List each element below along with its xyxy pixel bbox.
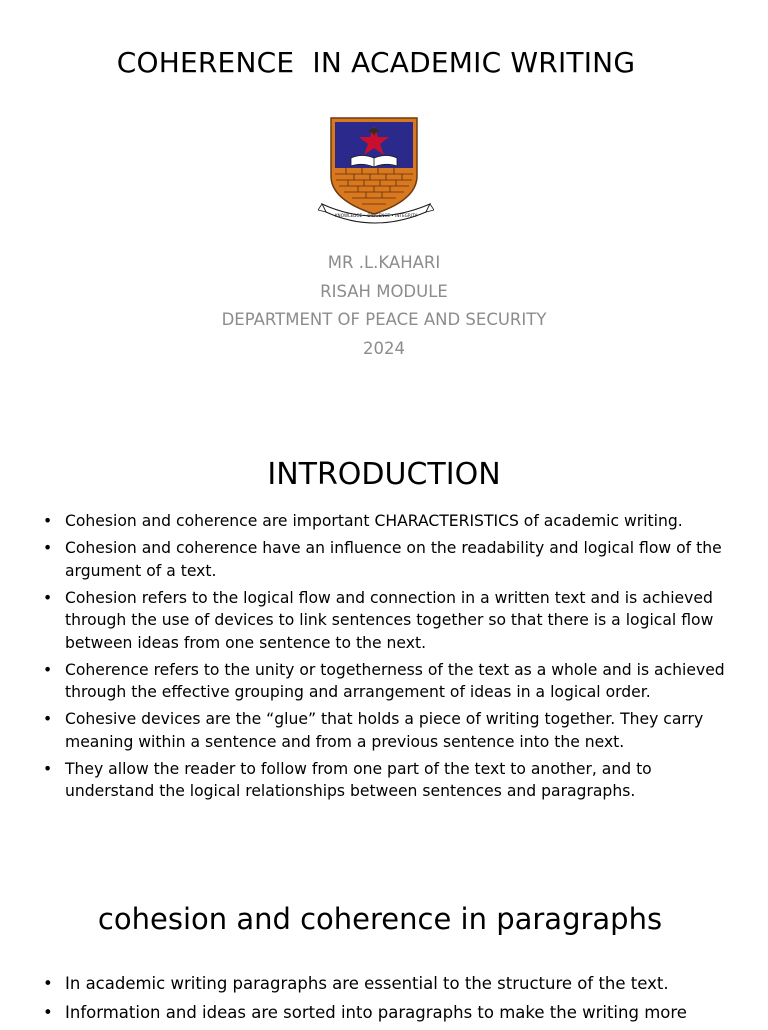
- bullet-icon: •: [43, 539, 53, 557]
- bullet-text: Cohesion refers to the logical flow and connection in a written text and is achieved through the use of devices to link sentences together so that there is a logical flow between ideas from one sentence to the next.: [65, 588, 714, 652]
- bullet-text: They allow the reader to follow from one part of the text to another, and to understand the logical relationships between sentences and paragraphs.: [65, 759, 652, 800]
- bullet-text: Cohesive devices are the “glue” that holds a piece of writing together. They carry meaning within a sentence and from a previous sentence into the next.: [65, 710, 704, 751]
- list-item: [0, 587, 768, 655]
- bullet-text: Cohesion and coherence are important CHARACTERISTICS of academic writing.: [65, 512, 683, 530]
- author-name: MR .L.KAHARI: [327, 253, 441, 272]
- bullet-icon: •: [43, 974, 53, 993]
- bullet-icon: •: [43, 759, 53, 778]
- bullet-icon: •: [43, 710, 53, 728]
- bullet-icon: •: [43, 1003, 53, 1022]
- list-item: [0, 537, 768, 582]
- bullet-icon: •: [43, 660, 53, 679]
- module-name: RISAH MODULE: [320, 281, 448, 301]
- paragraphs-bullet-list: [0, 972, 768, 1030]
- list-item: [0, 708, 768, 753]
- department-name: DEPARTMENT OF PEACE AND SECURITY: [221, 310, 547, 329]
- presentation-title: COHERENCE IN ACADEMIC WRITING: [116, 46, 636, 79]
- bullet-text: Coherence refers to the unity or togetherness of the text as a whole and is achieved through the effective grouping and arrangement of ideas in a logical order.: [65, 660, 725, 701]
- introduction-heading: INTRODUCTION: [267, 457, 501, 492]
- bullet-icon: •: [43, 512, 53, 530]
- paragraphs-heading: cohesion and coherence in paragraphs: [97, 902, 663, 936]
- bullet-text: Information and ideas are sorted into paragraphs to make the writing more: [65, 1003, 687, 1022]
- crest-motto: KNOWLEDGE • DILIGENCE • INTEGRITY: [334, 213, 418, 218]
- bullet-icon: •: [43, 588, 53, 607]
- university-crest-logo: [318, 114, 434, 226]
- bullet-text: Cohesion and coherence have an influence on the readability and logical flow of the argument of a text.: [65, 539, 722, 580]
- list-item: [0, 1001, 768, 1025]
- list-item: [0, 972, 768, 996]
- list-item: [0, 659, 768, 704]
- bullet-text: In academic writing paragraphs are essential to the structure of the text.: [65, 974, 669, 993]
- list-item: [0, 510, 768, 533]
- crest-emblem-icon: [318, 114, 434, 226]
- year: 2024: [363, 338, 405, 358]
- list-item: [0, 758, 768, 803]
- presenter-info: [0, 249, 768, 363]
- introduction-bullet-list: [0, 510, 768, 807]
